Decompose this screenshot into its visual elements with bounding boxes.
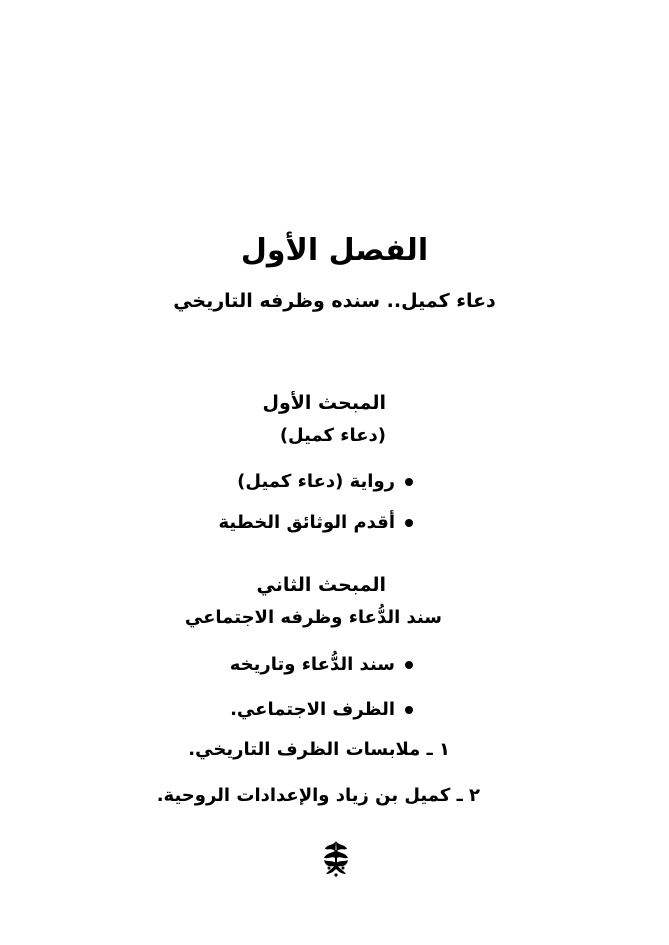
section2-bullet-1 — [230, 656, 413, 674]
section1-heading: المبحث الأول — [262, 392, 386, 414]
bullet-icon — [405, 706, 413, 714]
section2-subheading: سند الدُّعاء وظرفه الاجتماعي — [184, 607, 442, 628]
floral-ornament-icon — [316, 838, 356, 878]
bullet-text: سند الدُّعاء وتاريخه — [229, 654, 395, 675]
bullet-text: أقدم الوثائق الخطية — [218, 512, 395, 533]
bullet-icon — [405, 478, 413, 486]
section2-bullet-2 — [230, 701, 413, 719]
chapter-subtitle: دعاء كميل.. سنده وظرفه التاريخي — [173, 290, 496, 312]
bullet-text: الظرف الاجتماعي. — [230, 699, 395, 720]
section2-numbered-2: ٢ ـ كميل بن زياد والإعدادات الروحية. — [156, 785, 480, 806]
section2-heading: المبحث الثاني — [256, 574, 386, 596]
section2-numbered-1: ١ ـ ملابسات الظرف التاريخي. — [188, 739, 450, 760]
section1-bullet-2 — [219, 514, 414, 532]
chapter-title: الفصل الأول — [240, 233, 429, 268]
bullet-icon — [405, 519, 413, 527]
bullet-text: رواية (دعاء كميل) — [237, 471, 395, 492]
section1-bullet-1 — [237, 473, 413, 491]
bullet-icon — [405, 661, 413, 669]
section1-subheading: (دعاء كميل) — [279, 425, 386, 446]
